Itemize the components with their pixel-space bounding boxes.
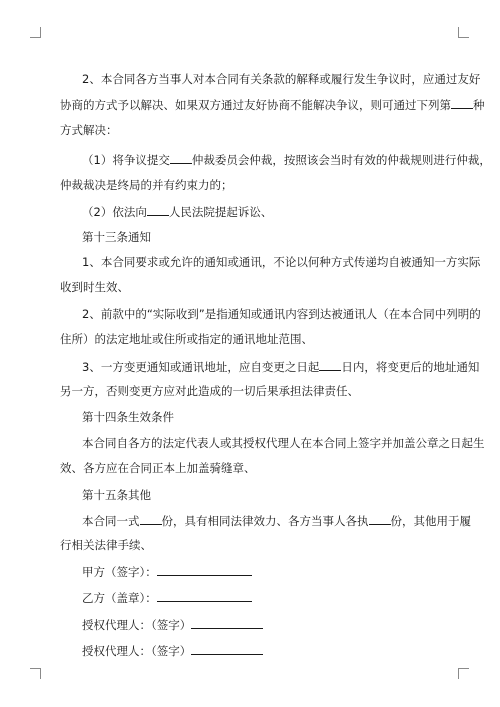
article-14-heading: 第十四条生效条件 [82,410,174,424]
blank-line [369,513,391,525]
copies-line-2: 行相关法律手续、 [60,538,152,552]
effectiveness-line-1: 本合同自各方的法定代表人或其授权代理人在本合同上签字并加盖公章之日起生 [82,436,485,450]
arbitration-option-line-2: 仲裁裁决是终局的并有约束力的； [60,178,233,192]
blank-line [170,152,192,164]
crop-mark-bottom-right [458,668,469,679]
crop-mark-top-right [458,27,469,38]
notice-clause-2-line-2: 住所）的法定地址或住所或指定的通讯地址范围、 [60,332,313,346]
blank-line [451,97,473,109]
clause-12-line-3: 方式解决： [60,123,118,137]
notice-clause-2-line-1: 2、前款中的“实际收到”是指通知或通讯内容到达被通讯人（在本合同中列明的 [82,307,481,321]
effectiveness-line-2: 效、各方应在合同正本上加盖骑缝章、 [60,461,256,475]
party-a-signature: 甲方（签字）： [82,564,252,579]
authorized-agent-1: 授权代理人：（签字） [82,617,263,632]
litigation-option: （2）依法向 人民法院提起诉讼、 [82,205,273,219]
notice-clause-3-line-1: 3、一方变更通知或通讯地址，应自变更之日起 日内，将变更后的地址通知 [82,360,480,374]
crop-mark-top-left [30,27,41,38]
clause-12-line-1: 2、本合同各方当事人对本合同有关条款的解释或履行发生争议时，应通过友好 [82,72,481,86]
signature-line [157,590,252,602]
authorized-agent-2: 授权代理人：（签字） [82,643,263,658]
notice-clause-1-line-1: 1、本合同要求或允许的通知或通讯，不论以何种方式传递均自被通知一方实际 [82,255,481,269]
signature-line [191,617,263,629]
arbitration-option-line-1: （1）将争议提交 仲裁委员会仲裁，按照该会当时有效的仲裁规则进行仲裁， [82,153,491,167]
clause-12-line-2: 协商的方式予以解决、如果双方通过友好协商不能解决争议，则可通过下列第 种 [60,98,485,112]
copies-line-1: 本合同一式 份，具有相同法律效力、各方当事人各执 份，其他用于履 [82,514,471,528]
notice-clause-3-line-2: 另一方，否则变更方应对此造成的一切后果承担法律责任、 [60,384,359,398]
crop-mark-bottom-left [30,668,41,679]
article-13-heading: 第十三条通知 [82,230,151,244]
notice-clause-1-line-2: 收到时生效、 [60,280,129,294]
blank-line [319,359,341,371]
signature-line [157,564,252,576]
blank-line [147,204,169,216]
party-b-seal: 乙方（盖章）： [82,590,252,605]
blank-line [140,513,162,525]
signature-line [191,643,263,655]
article-15-heading: 第十五条其他 [82,488,151,502]
